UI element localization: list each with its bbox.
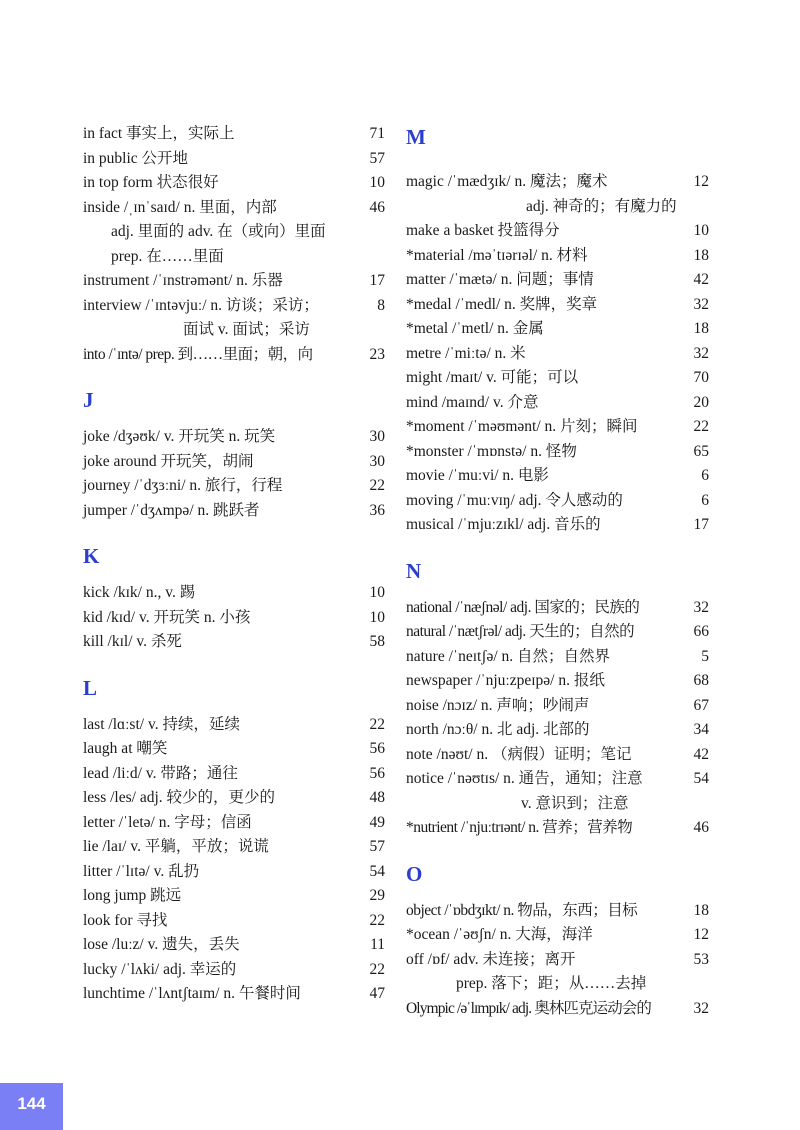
- entry-moving: moving /ˈmuːvɪŋ/ adj. 令人感动的 6: [406, 491, 709, 509]
- entry-last: last /lɑːst/ v. 持续，延续 22: [83, 715, 385, 733]
- entry-jumper: jumper /ˈdʒʌmpə/ n. 跳跃者 36: [83, 501, 385, 519]
- entry-notice: notice /ˈnəʊtɪs/ n. 通告，通知；注意 54: [406, 770, 709, 787]
- section-letter-k: K: [83, 544, 100, 568]
- entry-olympic: Olympic /əˈlɪmpɪk/ adj. 奥林匹克运动会的 32: [406, 999, 709, 1017]
- entry-magic-continuation: adj. 神奇的；有魔力的: [526, 197, 677, 215]
- section-letter-l: L: [83, 675, 98, 700]
- entry-in-fact: in fact 事实上，实际上 71: [83, 125, 385, 142]
- entry-long-jump: long jump 跳远 29: [83, 887, 385, 904]
- entry-noise: noise /nɔɪz/ n. 声响；吵闹声 67: [406, 696, 709, 714]
- entry-inside-continuation: adj. 里面的 adv. 在（或向）里面: [111, 223, 326, 240]
- entry-notice-continuation: v. 意识到；注意: [521, 794, 629, 812]
- entry-kid: kid /kɪd/ v. 开玩笑 n. 小孩 10: [83, 608, 385, 626]
- entry-lucky: lucky /ˈlʌki/ adj. 幸运的 22: [83, 960, 385, 978]
- entry-less: less /les/ adj. 较少的，更少的 48: [83, 789, 385, 806]
- entry-journey: journey /ˈdʒɜːni/ n. 旅行，行程 22: [83, 477, 385, 494]
- entry-metre: metre /ˈmiːtə/ n. 米 32: [406, 344, 709, 362]
- entry-joke-around: joke around 开玩笑，胡闹 30: [83, 452, 385, 470]
- entry-in-top-form: in top form 状态很好 10: [83, 174, 385, 191]
- section-letter-o: O: [406, 861, 423, 886]
- page-number-badge: 144: [0, 1083, 63, 1130]
- entry-kill: kill /kɪl/ v. 杀死 58: [83, 633, 385, 650]
- left-column: [83, 122, 385, 1007]
- entry-laugh-at: laugh at 嘲笑 56: [83, 740, 385, 757]
- entry-nutrient: *nutrient /ˈnjuːtrɪənt/ n. 营养；营养物 46: [406, 819, 709, 836]
- entry-inside-continuation-2: prep. 在……里面: [111, 247, 224, 265]
- entry-north: north /nɔːθ/ n. 北 adj. 北部的 34: [406, 721, 709, 738]
- entry-interview: interview /ˈɪntəvjuː/ n. 访谈；采访； 8: [83, 296, 385, 314]
- entry-matter: matter /ˈmætə/ n. 问题；事情 42: [406, 271, 709, 288]
- entry-instrument: instrument /ˈɪnstrəmənt/ n. 乐器 17: [83, 272, 385, 289]
- entry-inside: inside /ˌɪnˈsaɪd/ n. 里面，内部 46: [83, 198, 385, 216]
- entry-lose: lose /luːz/ v. 遗失，丢失 11: [83, 936, 385, 953]
- entry-make-a-basket: make a basket 投篮得分 10: [406, 222, 709, 239]
- entry-movie: movie /ˈmuːvi/ n. 电影 6: [406, 467, 709, 484]
- entry-medal: *medal /ˈmedl/ n. 奖牌，奖章 32: [406, 295, 709, 313]
- entry-mind: mind /maɪnd/ v. 介意 20: [406, 393, 709, 411]
- entry-natural: natural /ˈnætʃrəl/ adj. 天生的；自然的 66: [406, 623, 709, 640]
- entry-newspaper: newspaper /ˈnjuːzpeɪpə/ n. 报纸 68: [406, 672, 709, 689]
- entry-off-continuation: prep. 落下；距；从……去掉: [456, 975, 647, 992]
- entry-national: national /ˈnæʃnəl/ adj. 国家的；民族的 32: [406, 598, 709, 616]
- right-column: [406, 122, 709, 1021]
- entry-into: into /ˈɪntə/ prep. 到……里面；朝，向 23: [83, 345, 385, 363]
- section-letter-m: M: [406, 125, 426, 149]
- entry-litter: litter /ˈlɪtə/ v. 乱扔 54: [83, 862, 385, 880]
- entry-metal: *metal /ˈmetl/ n. 金属 18: [406, 320, 709, 337]
- entry-look-for: look for 寻找 22: [83, 911, 385, 929]
- entry-nature: nature /ˈneɪtʃə/ n. 自然；自然界 5: [406, 647, 709, 665]
- entry-moment: *moment /ˈməʊmənt/ n. 片刻；瞬间 22: [406, 418, 709, 435]
- entry-letter: letter /ˈletə/ n. 字母；信函 49: [83, 813, 385, 831]
- entry-in-public: in public 公开地 57: [83, 149, 385, 167]
- entry-lie: lie /laɪ/ v. 平躺，平放；说谎 57: [83, 838, 385, 855]
- entry-kick: kick /kɪk/ n., v. 踢 10: [83, 584, 385, 601]
- entry-musical: musical /ˈmjuːzɪkl/ adj. 音乐的 17: [406, 516, 709, 533]
- entry-note: note /nəʊt/ n. （病假）证明；笔记 42: [406, 745, 709, 763]
- entry-lunchtime: lunchtime /ˈlʌntʃtaɪm/ n. 午餐时间 47: [83, 985, 385, 1002]
- entry-off: off /ɒf/ adv. 未连接；离开 53: [406, 950, 709, 968]
- entry-interview-continuation: 面试 v. 面试；采访: [183, 321, 310, 338]
- entry-lead: lead /liːd/ v. 带路；通往 56: [83, 764, 385, 782]
- section-letter-n: N: [406, 558, 422, 583]
- entry-ocean: *ocean /ˈəʊʃn/ n. 大海，海洋 12: [406, 926, 709, 943]
- entry-monster: *monster /ˈmɒnstə/ n. 怪物 65: [406, 442, 709, 460]
- entry-material: *material /məˈtɪərɪəl/ n. 材料 18: [406, 246, 709, 264]
- entry-magic: magic /ˈmædʒɪk/ n. 魔法；魔术 12: [406, 173, 709, 190]
- entry-object: object /ˈɒbdʒɪkt/ n. 物品，东西；目标 18: [406, 901, 709, 919]
- entry-might: might /maɪt/ v. 可能；可以 70: [406, 369, 709, 386]
- section-letter-j: J: [83, 388, 94, 412]
- entry-joke: joke /dʒəʊk/ v. 开玩笑 n. 玩笑 30: [83, 428, 385, 445]
